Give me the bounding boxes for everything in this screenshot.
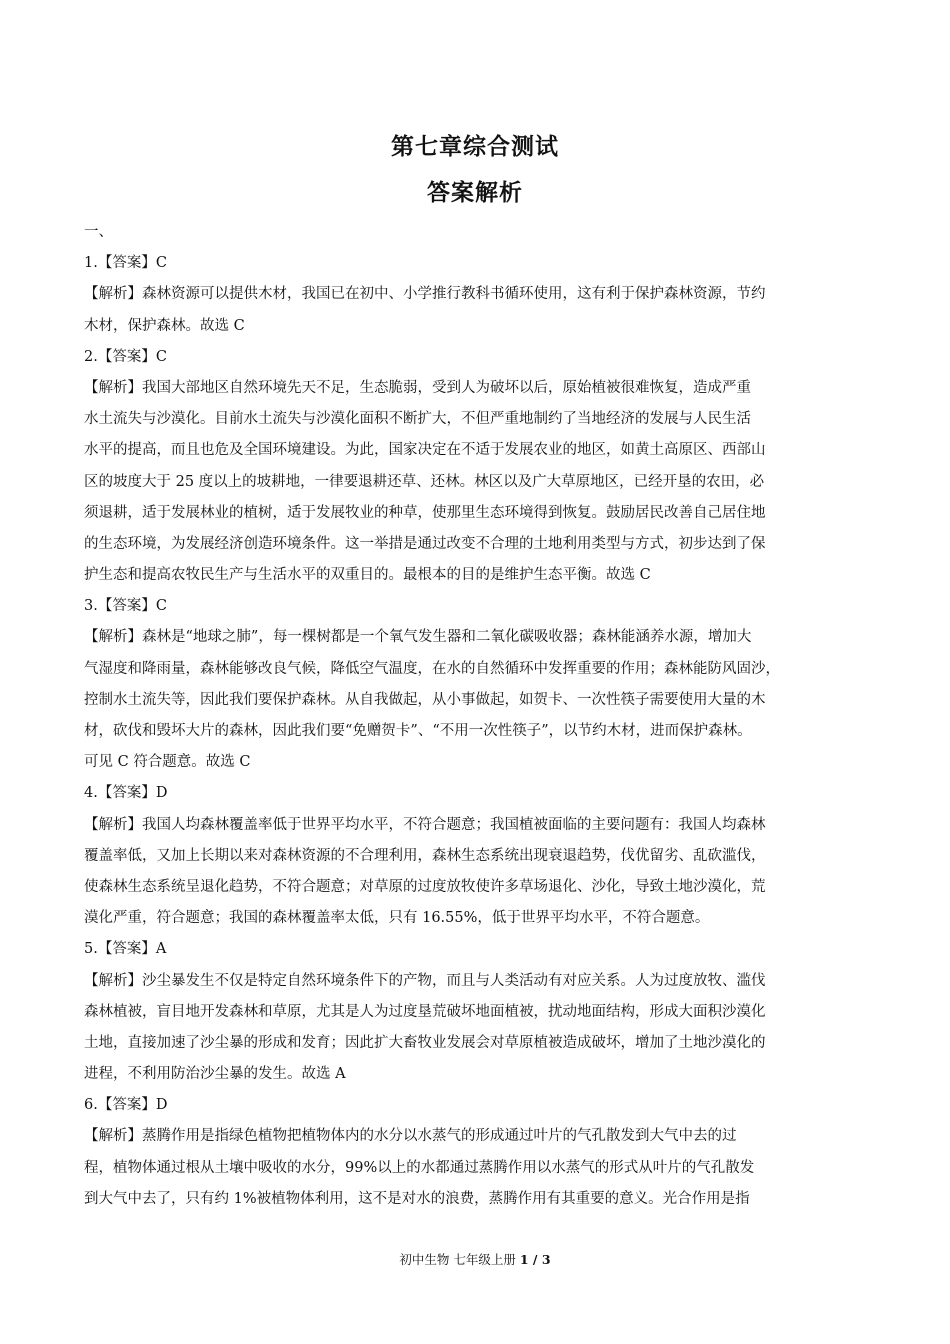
explanation-line: 水平的提高，而且也危及全国环境建设。为此，国家决定在不适于发展农业的地区，如黄土高原区、西部山	[84, 442, 766, 459]
answer-line: 1.【答案】C	[84, 255, 167, 272]
explanation-line: 森林植被，盲目地开发森林和草原，尤其是人为过度垦荒破坏地面植被，扰动地面结构，形成大面积沙漠化	[84, 1003, 766, 1020]
explanation-line: 可见 C 符合题意。故选 C	[84, 754, 251, 771]
page-title: 第七章综合测试	[391, 134, 559, 160]
explanation-line: 【解析】蒸腾作用是指绿色植物把植物体内的水分以水蒸气的形成通过叶片的气孔散发到大气中去的过	[84, 1128, 737, 1145]
explanation-line: 进程，不利用防治沙尘暴的发生。故选 A	[84, 1066, 346, 1083]
explanation-line: 的生态环境，为发展经济创造环境条件。这一举措是通过改变不合理的土地利用类型与方式，初步达到了保	[84, 535, 766, 552]
explanation-line: 气湿度和降雨量，森林能够改良气候，降低空气温度，在水的自然循环中发挥重要的作用；森林能防风固沙，	[84, 660, 780, 677]
answer-line: 6.【答案】D	[84, 1097, 168, 1114]
explanation-line: 【解析】沙尘暴发生不仅是特定自然环境条件下的产物，而且与人类活动有对应关系。人为过度放牧、滥伐	[84, 972, 766, 989]
page-footer	[0, 1250, 950, 1268]
explanation-line: 须退耕，适于发展林业的植树，适于发展牧业的种草，使那里生态环境得到恢复。鼓励居民改善自己居住地	[84, 504, 766, 521]
footer-total-pages: 3	[541, 1252, 551, 1267]
explanation-line: 区的坡度大于 25 度以上的坡耕地，一律要退耕还草、还林。林区以及广大草原地区，已经开垦的农田，必	[84, 473, 765, 490]
page-subtitle: 答案解析	[427, 180, 523, 206]
section-heading: 一、	[84, 224, 113, 240]
explanation-line: 【解析】森林是“地球之肺”，每一棵树都是一个氧气发生器和二氧化碳吸收器；森林能涵养水源，增加大	[84, 629, 752, 646]
footer-separator: /	[528, 1252, 542, 1267]
explanation-line: 使森林生态系统呈退化趋势，不符合题意；对草原的过度放牧使许多草场退化、沙化，导致土地沙漠化，荒	[84, 878, 766, 895]
explanation-line: 护生态和提高农牧民生产与生活水平的双重目的。最根本的目的是维护生态平衡。故选 C	[84, 567, 651, 584]
footer-page-number: 1	[519, 1252, 529, 1267]
explanation-line: 到大气中去了，只有约 1%被植物体利用，这不是对水的浪费，蒸腾作用有其重要的意义。光合作用是指	[84, 1190, 750, 1207]
explanation-line: 【解析】森林资源可以提供木材，我国已在初中、小学推行教科书循环使用，这有利于保护森林资源，节约	[84, 286, 766, 303]
answer-line: 5.【答案】A	[84, 941, 167, 958]
footer-text: 初中生物 七年级上册	[399, 1252, 520, 1267]
answer-line: 2.【答案】C	[84, 348, 167, 365]
explanation-line: 覆盖率低，又加上长期以来对森林资源的不合理利用，森林生态系统出现衰退趋势，伐优留劣、乱砍滥伐，	[84, 847, 766, 864]
document-body	[84, 217, 867, 1215]
explanation-line: 程，植物体通过根从土壤中吸收的水分，99%以上的水都通过蒸腾作用以水蒸气的形式从叶片的气孔散发	[84, 1159, 755, 1176]
answer-line: 3.【答案】C	[84, 598, 167, 615]
answer-line: 4.【答案】D	[84, 785, 168, 802]
explanation-line: 水土流失与沙漠化。目前水土流失与沙漠化面积不断扩大，不但严重地制约了当地经济的发展与人民生活	[84, 411, 751, 428]
explanation-line: 漠化严重，符合题意；我国的森林覆盖率太低，只有 16.55%，低于世界平均水平，不符合题意。	[84, 910, 710, 927]
explanation-line: 【解析】我国大部地区自然环境先天不足，生态脆弱，受到人为破坏以后，原始植被很难恢复，造成严重	[84, 379, 751, 396]
explanation-line: 【解析】我国人均森林覆盖率低于世界平均水平，不符合题意；我国植被面临的主要问题有：我国人均森林	[84, 816, 766, 833]
explanation-line: 土地，直接加速了沙尘暴的形成和发育；因此扩大畜牧业发展会对草原植被造成破坏，增加了土地沙漠化的	[84, 1034, 766, 1051]
explanation-line: 木材，保护森林。故选 C	[84, 317, 245, 334]
explanation-line: 材，砍伐和毁坏大片的森林，因此我们要“免赠贺卡”、“不用一次性筷子”，以节约木材，进而保护森林。	[84, 723, 752, 739]
explanation-line: 控制水土流失等，因此我们要保护森林。从自我做起，从小事做起，如贺卡、一次性筷子需要使用大量的木	[84, 691, 766, 708]
